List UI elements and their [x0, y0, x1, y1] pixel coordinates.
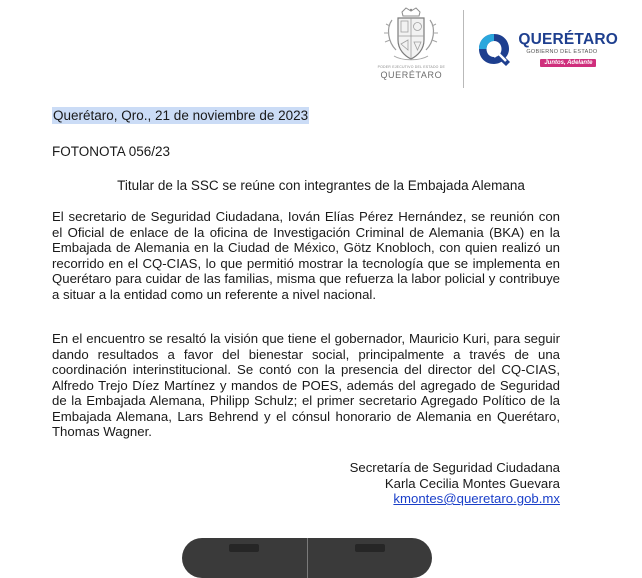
signature-name: Karla Cecilia Montes Guevara [384, 475, 560, 491]
queretaro-q-logo-icon [476, 31, 512, 67]
queretaro-brand-logo [476, 10, 618, 88]
brand-subtitle: GOBIERNO DEL ESTADO [526, 48, 598, 55]
signature-email-link[interactable]: kmontes@queretaro.gob.mx [393, 491, 560, 506]
brand-slogan: Juntos, Adelante [540, 59, 596, 67]
toolbar-left-segment[interactable] [182, 538, 307, 578]
header-divider [463, 10, 464, 88]
viewer-toolbar [182, 538, 432, 578]
body-paragraph-1: El secretario de Seguridad Ciudadana, Iován Elías Pérez Hernández, se reunión con el Oficial de enlace de la oficina de Investigación Criminal de Alemania (BKA) en la Embajada de Alemania en la Ciudad de México, Götz Knobloch, con quien realizó un recorrido en el CQ-CIAS, lo que permitió mostrar la tecnología que se implementa en Querétaro para cuidar de las familias, misma que refuerza la labor policial y contribuye a situar a la entidad como un referente a nivel nacional. [52, 209, 560, 302]
coat-of-arms-icon [382, 6, 440, 64]
coat-of-arms-name: QUERÉTARO [380, 70, 443, 80]
document-header [365, 6, 618, 92]
signature-department: Secretaría de Seguridad Ciudadana [349, 460, 560, 475]
coat-of-arms-caption: PODER EJECUTIVO DEL ESTADO DE [377, 65, 446, 69]
brand-name: QUERÉTARO [518, 30, 618, 48]
headline: Titular de la SSC se reúne con integrantes de la Embajada Alemana [117, 178, 525, 193]
toolbar-right-segment[interactable] [308, 538, 433, 578]
coat-of-arms-logo [365, 6, 457, 92]
document-date[interactable]: Querétaro, Qro., 21 de noviembre de 2023 [53, 108, 309, 123]
fotonota-number: FOTONOTA 056/23 [52, 144, 171, 159]
body-paragraph-2: En el encuentro se resaltó la visión que tiene el gobernador, Mauricio Kuri, para seguir dando resultados a favor del bienestar social, principalmente a través de una coordinación interinstitucional. Se contó con la presencia del director del CQ-CIAS, Alfredo Trejo Díez Martínez y mandos de POES, además del agregado de Seguridad de la Embajada Alemana, Philipp Schulz; el primer secretario Agregado Político de la Embajada Alemana, Lars Behrend y el cónsul honorario de Alemania en Querétaro, Thomas Wagner. [52, 331, 560, 439]
signature-block [350, 460, 560, 507]
